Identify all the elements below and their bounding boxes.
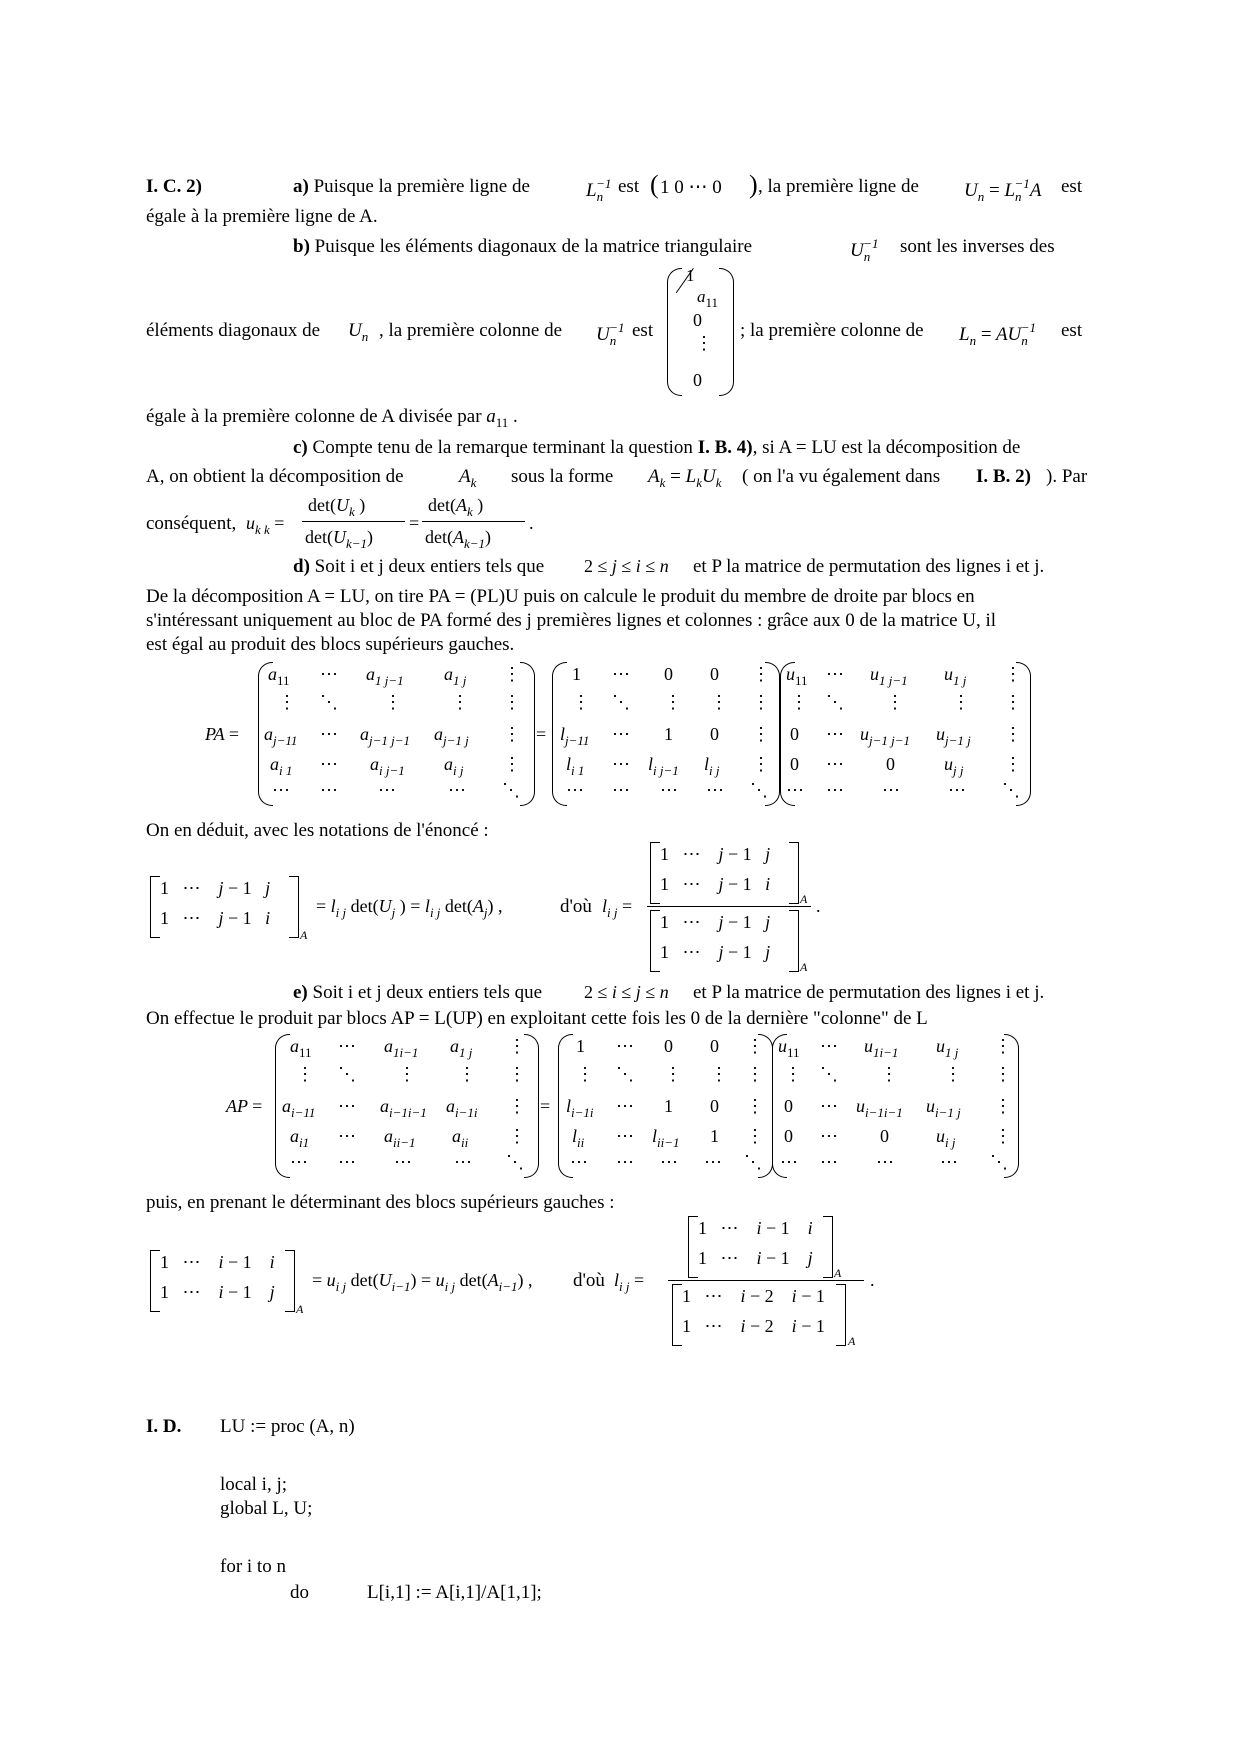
para-b-line3: égale à la première colonne de A divisée par $a_{11}$ . — [146, 406, 518, 430]
deduce-line: On en déduit, avec les notations de l'énoncé : — [146, 820, 489, 841]
para-c-line2: A, on obtient la décomposition de $A_k$ sous la forme $A_k = L_kU_k$ ( on l'a vu également dans I. B. 2) ). Par — [146, 466, 1088, 490]
para-c-line1: c) Compte tenu de la remarque terminant la question I. B. 4), si A = LU est la décomposition de — [293, 437, 1021, 458]
code-line: L[i,1] := A[i,1]/A[1,1]; — [367, 1582, 542, 1603]
para-a-line1: I. C. 2) a) Puisque la première ligne de $L_n^{-1}$ est ( 1 0 ⋯ 0 ) , la première ligne de $U_n = L_n^{-1}A$ est — [146, 170, 1083, 204]
para-d-line4: est égal au produit des blocs supérieurs gauches. — [146, 634, 515, 655]
first-row-vector: 1 0 ⋯ 0 — [660, 177, 722, 198]
section-label: I. C. 2) — [146, 176, 202, 197]
para-d-line1: d) Soit i et j deux entiers tels que — [293, 556, 545, 577]
code-line: LU := proc (A, n) — [220, 1416, 355, 1437]
Un-eq: $U_n = L_n^{-1}A$ — [964, 176, 1042, 204]
code-line: global L, U; — [220, 1498, 313, 1519]
para-b-line2: éléments diagonaux de $U_n$ , la première colonne de $U_n^{-1}$ est ; la première colonne de $L_n = AU_n^{-1}$ est — [146, 320, 1083, 348]
code-line: local i, j; — [220, 1474, 288, 1495]
para-e-line3: puis, en prenant le déterminant des blocs supérieurs gauches : — [146, 1192, 615, 1213]
code-line: do — [290, 1582, 309, 1603]
para-d-line2: De la décomposition A = LU, on tire PA = (PL)U puis on calcule le produit du membre de droite par blocs en — [146, 586, 975, 607]
code-line: for i to n — [220, 1556, 286, 1577]
para-c-line3: conséquent, — [146, 513, 237, 534]
Un-inverse: $U_n^{-1}$ — [850, 236, 879, 264]
para-e-line2: On effectue le produit par blocs AP = L(UP) en exploitant cette fois les 0 de la dernière "colonne" de L — [146, 1008, 928, 1029]
Ln-inverse: $L_n^{-1}$ — [586, 176, 612, 204]
page: I. C. 2) a) Puisque la première ligne de $L_n^{-1}$ est ( 1 0 ⋯ 0 ) , la première ligne de $U_n = L_n^{-1}A$ est égale à la première ligne de A. b) Puisque les éléments diagonaux de la matrice triangulaire $U_n^{-1}$ sont les inverses des 1 $a_{11}$ 0 ⋮ 0 éléments diagonaux de $U_n$ , la première colonne de $U_n^{-1}$ est ; la première colonne de $L_n = AU_n^{-1}$ est égale à la première colonne de A divisée par $a_{11}$ . c) Compte tenu de la remarque terminant la question I. B. 4), si A = LU est la décomposition de A, on obtient la décomposition de $A_k$ sous la forme $A_k = L_kU_k$ ( on l'a vu également dans I. B. 2) ). Par conséquent, $u_{k k}$ = $\det(U_k$ ) $\det(U_{k-1})$ = $\det(A_k$ ) $\det(A_{k-1})$ . d) Soit i et j deux entiers tels que 2 ≤ j ≤ i ≤ n et P la matrice de permutation des lignes i et j. De la décomposition A = LU, on tire PA = (PL)U puis on calcule le produit du membre de droite par blocs en s'intéressant uniquement au bloc de PA formé des j premières lignes et colonnes : grâce aux 0 de la matrice U, il est égal au produit des blocs supérieurs gauches. PA = $a_{11}$ ⋯ $a_{1 j-1}$ $a_{1 j}$ ⋮ ⋮ ⋱ ⋮ ⋮ ⋮ $a_{j-11}$ ⋯ $a_{j-1 j-1}$ $a_{j-1 j}$ ⋮ $a_{i 1}$ ⋯ $a_{i j-1}$ $a_{i j}$ ⋮ ⋯ ⋯ ⋯ ⋯ ⋱ = 1 ⋯ 0 0 ⋮ ⋮ ⋱ ⋮ ⋮ ⋮ $l_{j-11}$ ⋯ 1 0 ⋮ $l_{i 1}$ ⋯ $l_{i j-1}$ $l_{i j}$ ⋮ ⋯ ⋯ ⋯ ⋯ ⋱ $u_{11}$ ⋯ $u_{1 j-1}$ $u_{1 j}$ ⋮ ⋮ ⋱ ⋮ ⋮ ⋮ 0 ⋯ $u_{j-1 j-1}$ $u_{j-1 j}$ ⋮ 0 ⋯ 0 $u_{j j}$ ⋮ ⋯ ⋯ ⋯ ⋯ ⋱ On en déduit, avec les notations de l'énoncé : 1 ⋯ j − 1 j 1 ⋯ j − 1 i A = $l_{i j}$ $\det(U_j$ ) = $l_{i j}$ $\det(A_j)$ , d'où $l_{i j}$ = 1 ⋯ j − 1 j 1 ⋯ j − 1 i A 1 ⋯ j − 1 j 1 ⋯ j − 1 j A . e) Soit i et j deux entiers tels que 2 ≤ i ≤ j ≤ n et P la matrice de permutation des lignes i et j. On effectue le produit par blocs AP = L(UP) en exploitant cette fois les 0 de la dernière "colonne" de L AP = $a_{11}$ ⋯ $a_{1i-1}$ $a_{1 j}$ ⋮ ⋮ ⋱ ⋮ ⋮ ⋮ $a_{i-11}$ ⋯ $a_{i-1i-1}$ $a_{i-1i}$ ⋮ $a_{i1}$ ⋯ $a_{ii-1}$ $a_{ii}$ ⋮ ⋯ ⋯ ⋯ ⋯ ⋱ = 1 ⋯ 0 0 ⋮ ⋮ ⋱ ⋮ ⋮ ⋮ $l_{i-1i}$ ⋯ 1 0 ⋮ $l_{ii}$ ⋯ $l_{ii-1}$ 1 ⋮ ⋯ ⋯ ⋯ ⋯ ⋱ $u_{11}$ ⋯ $u_{1i-1}$ $u_{1 j}$ ⋮ ⋮ ⋱ ⋮ ⋮ ⋮ 0 ⋯ $u_{i-1i-1}$ $u_{i-1 j}$ ⋮ 0 ⋯ 0 $u_{i j}$ ⋮ ⋯ ⋯ ⋯ ⋯ ⋱ puis, en prenant le déterminant des blocs supérieurs gauches : 1 ⋯ i − 1 i 1 ⋯ i − 1 j A = $u_{i j}$ $\det(U_{i-1}) = u_{i j}$ $\det(A_{i-1})$ , d'où $l_{i j}$ = 1 ⋯ i − 1 i 1 ⋯ i − 1 j A 1 ⋯ i − 2 i − 1 1 ⋯ i − 2 i − 1 A . I. D. LU := proc (A, n) local i, j; global L, U; for i to n do L[i,1] := A[i,1]/A[1,1]; — [0, 0, 1240, 1754]
para-b-line1: b) Puisque les éléments diagonaux de la matrice triangulaire — [293, 236, 753, 257]
para-e-line1: e) Soit i et j deux entiers tels que — [293, 982, 543, 1003]
para-d-line3: s'intéressant uniquement au bloc de PA formé des j premières lignes et colonnes : grâce aux 0 de la matrice U, il — [146, 610, 997, 631]
para-a-line2: égale à la première ligne de A. — [146, 206, 378, 227]
section-label-id: I. D. — [146, 1416, 182, 1437]
